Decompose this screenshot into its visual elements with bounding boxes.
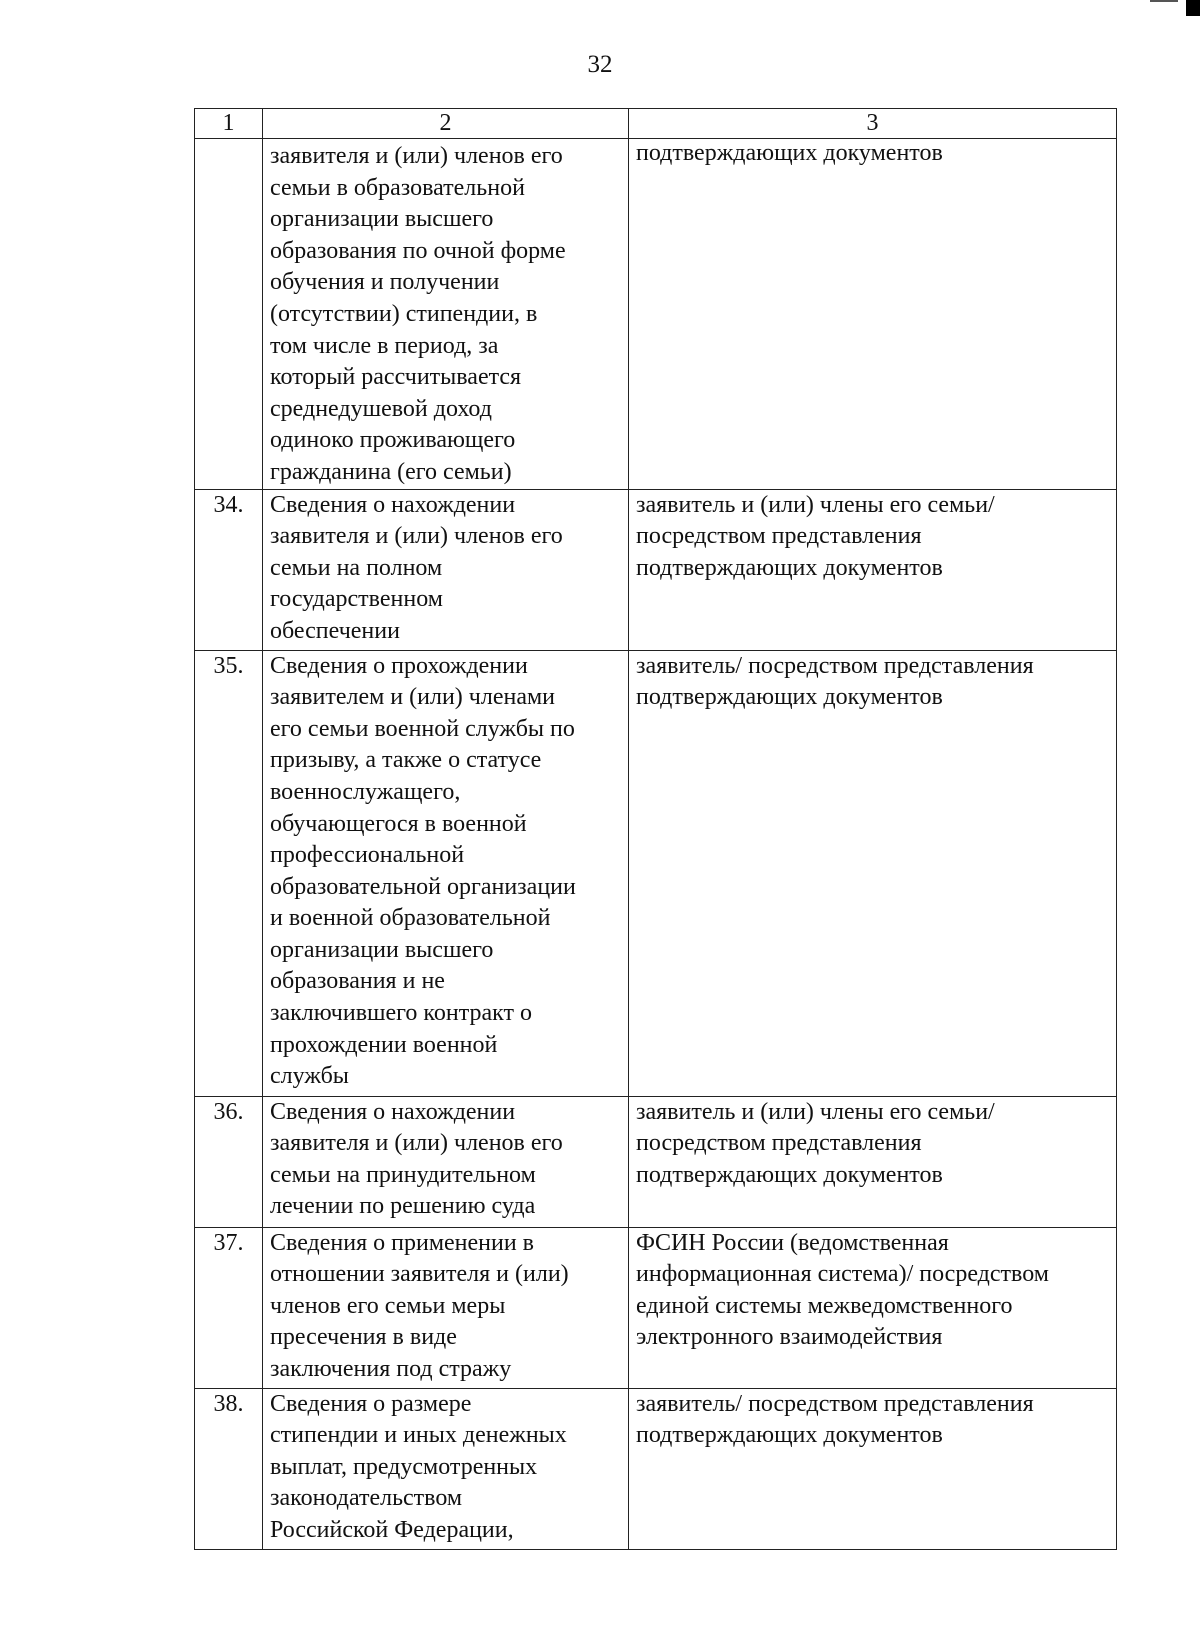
table-row	[195, 650, 1117, 1096]
info-cell: Сведения о применении в отношении заявителя и (или) членов его семьи меры пресечения в виде заключения под стражу	[263, 1227, 629, 1388]
info-cell: Сведения о размере стипендии и иных денежных выплат, предусмотренных законодательством Российской Федерации,	[263, 1388, 629, 1549]
row-number	[195, 139, 263, 490]
info-cell: Сведения о нахождении заявителя и (или) членов его семьи на принудительном лечении по решению суда	[263, 1096, 629, 1227]
source-cell: заявитель/ посредством представления подтверждающих документов	[629, 1388, 1117, 1549]
table-row	[195, 1388, 1117, 1549]
header-cell-1: 1	[195, 109, 263, 139]
row-number: 34.	[195, 489, 263, 650]
source-cell: заявитель и (или) члены его семьи/ посредством представления подтверждающих документов	[629, 489, 1117, 650]
table-header-row	[195, 109, 1117, 139]
scan-edge-mark	[1150, 0, 1178, 2]
header-cell-3: 3	[629, 109, 1117, 139]
scan-corner-mark	[1186, 0, 1200, 16]
row-number: 38.	[195, 1388, 263, 1549]
table-row	[195, 139, 1117, 490]
row-number: 35.	[195, 650, 263, 1096]
info-cell: Сведения о прохождении заявителем и (или) членами его семьи военной службы по призыву, а также о статусе военнослужащего, обучающегося в военной профессиональной образовательной организации и военной образовательной организации высшего образования и не заключившего контракт о прохождении военной службы	[263, 650, 629, 1096]
document-table	[194, 108, 1117, 1550]
row-number: 36.	[195, 1096, 263, 1227]
table-row	[195, 1096, 1117, 1227]
source-cell: ФСИН России (ведомственная информационная система)/ посредством единой системы межведомственного электронного взаимодействия	[629, 1227, 1117, 1388]
header-cell-2: 2	[263, 109, 629, 139]
page-number: 32	[587, 51, 613, 78]
source-cell: заявитель и (или) члены его семьи/ посредством представления подтверждающих документов	[629, 1096, 1117, 1227]
table-row	[195, 489, 1117, 650]
source-cell: подтверждающих документов	[629, 139, 1117, 490]
source-cell: заявитель/ посредством представления подтверждающих документов	[629, 650, 1117, 1096]
info-cell: Сведения о нахождении заявителя и (или) членов его семьи на полном государственном обеспечении	[263, 489, 629, 650]
row-number: 37.	[195, 1227, 263, 1388]
table-row	[195, 1227, 1117, 1388]
info-cell: заявителя и (или) членов его семьи в образовательной организации высшего образования по очной форме обучения и получении (отсутствии) стипендии, в том числе в период, за который рассчитывается среднедушевой доход одиноко проживающего гражданина (его семьи)	[263, 139, 629, 490]
